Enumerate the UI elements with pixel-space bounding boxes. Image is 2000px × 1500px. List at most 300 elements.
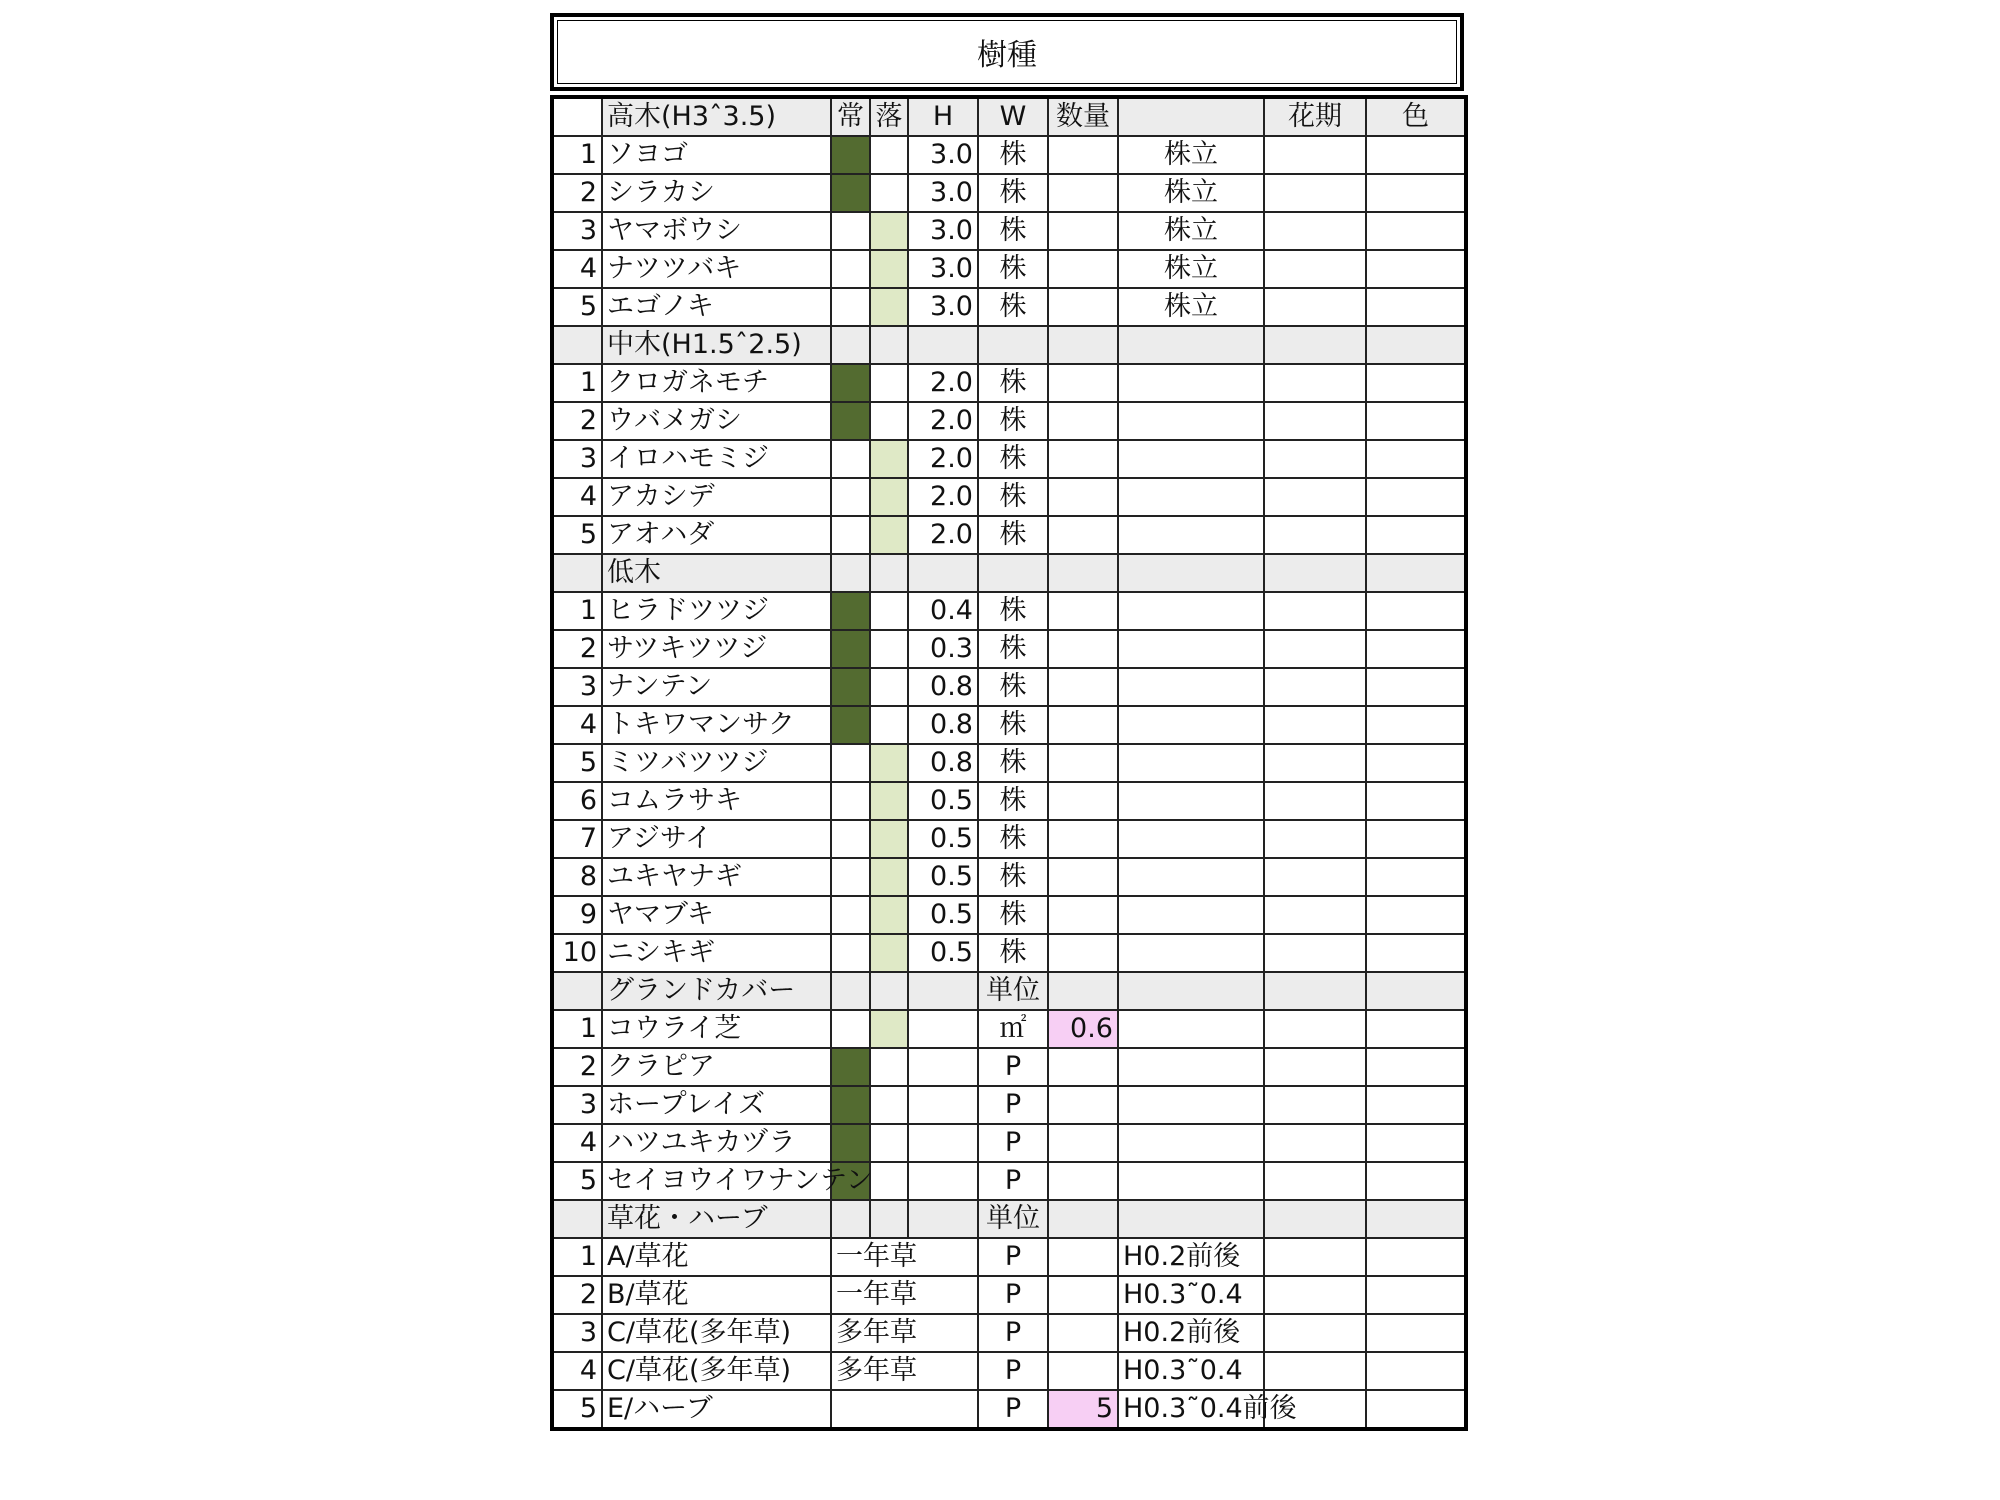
bloom-value bbox=[1264, 516, 1366, 554]
deciduous-marker-cell bbox=[870, 744, 908, 782]
row-number: 5 bbox=[552, 516, 602, 554]
bloom-value bbox=[1264, 364, 1366, 402]
section-cell bbox=[1366, 972, 1466, 1010]
plant-name-text: ハツユキカヅラ bbox=[607, 1127, 796, 1158]
section-title: 草花・ハーブ bbox=[602, 1200, 831, 1238]
row-number: 1 bbox=[552, 364, 602, 402]
note-value bbox=[1118, 934, 1264, 972]
plant-name: ヒラドツツジ bbox=[602, 592, 831, 630]
note-value: H0.2前後 bbox=[1118, 1314, 1264, 1352]
evergreen-marker-cell bbox=[831, 1086, 870, 1124]
plant-name-text: ホープレイズ bbox=[607, 1089, 765, 1120]
evergreen-marker-cell bbox=[831, 782, 870, 820]
header-color: 色 bbox=[1366, 97, 1466, 136]
deciduous-marker-cell bbox=[870, 440, 908, 478]
quantity-value bbox=[1048, 1276, 1118, 1314]
row-number: 2 bbox=[552, 174, 602, 212]
row-number: 5 bbox=[552, 288, 602, 326]
bloom-value bbox=[1264, 402, 1366, 440]
plant-name-text: クラピア bbox=[607, 1051, 715, 1082]
height-value: 2.0 bbox=[908, 516, 978, 554]
color-value bbox=[1366, 782, 1466, 820]
width-value: 株 bbox=[978, 136, 1048, 174]
deciduous-marker-cell bbox=[870, 250, 908, 288]
note-value bbox=[1118, 820, 1264, 858]
height-value bbox=[908, 1124, 978, 1162]
quantity-value bbox=[1048, 1238, 1118, 1276]
evergreen-marker-cell bbox=[831, 250, 870, 288]
bloom-value bbox=[1264, 858, 1366, 896]
color-value bbox=[1366, 250, 1466, 288]
height-value: 0.8 bbox=[908, 668, 978, 706]
deciduous-marker-cell bbox=[870, 782, 908, 820]
section-cell bbox=[908, 972, 978, 1010]
plant-name: アジサイ bbox=[602, 820, 831, 858]
note-value: H0.3˜0.4 bbox=[1118, 1352, 1264, 1390]
evergreen-marker-cell bbox=[831, 440, 870, 478]
bloom-value bbox=[1264, 630, 1366, 668]
evergreen-marker-cell bbox=[831, 896, 870, 934]
deciduous-marker-cell bbox=[870, 516, 908, 554]
quantity-value bbox=[1048, 782, 1118, 820]
height-value: 0.4 bbox=[908, 592, 978, 630]
color-value bbox=[1366, 1390, 1466, 1429]
width-value: 株 bbox=[978, 212, 1048, 250]
note-value bbox=[1118, 592, 1264, 630]
row-number: 9 bbox=[552, 896, 602, 934]
color-value bbox=[1366, 668, 1466, 706]
header-note bbox=[1118, 97, 1264, 136]
quantity-value bbox=[1048, 934, 1118, 972]
quantity-value bbox=[1048, 1314, 1118, 1352]
color-value bbox=[1366, 1276, 1466, 1314]
title-text: 樹種 bbox=[977, 38, 1037, 73]
unit-value: ㎡ bbox=[978, 1010, 1048, 1048]
color-value bbox=[1366, 1238, 1466, 1276]
quantity-value bbox=[1048, 174, 1118, 212]
note-value: 株立 bbox=[1118, 174, 1264, 212]
section-cell bbox=[831, 554, 870, 592]
unit-value: P bbox=[978, 1314, 1048, 1352]
section-mid-trees bbox=[552, 326, 1466, 364]
color-value bbox=[1366, 592, 1466, 630]
section-cell bbox=[831, 326, 870, 364]
color-value bbox=[1366, 516, 1466, 554]
deciduous-marker-cell bbox=[870, 288, 908, 326]
row-number: 4 bbox=[552, 1352, 602, 1390]
table-row bbox=[552, 896, 1466, 934]
row-number: 4 bbox=[552, 706, 602, 744]
unit-value: P bbox=[978, 1276, 1048, 1314]
deciduous-marker-cell bbox=[870, 668, 908, 706]
header-evergreen: 常 bbox=[831, 97, 870, 136]
deciduous-marker-cell bbox=[870, 1048, 908, 1086]
unit-value: P bbox=[978, 1162, 1048, 1200]
section-no-cell bbox=[552, 972, 602, 1010]
plant-name: アオハダ bbox=[602, 516, 831, 554]
deciduous-marker-cell bbox=[870, 1086, 908, 1124]
unit-value: P bbox=[978, 1352, 1048, 1390]
row-number: 3 bbox=[552, 212, 602, 250]
plant-kind: 一年草 bbox=[831, 1276, 978, 1314]
row-number: 5 bbox=[552, 744, 602, 782]
plant-name: ナンテン bbox=[602, 668, 831, 706]
plant-name: B/草花 bbox=[602, 1276, 831, 1314]
row-number: 6 bbox=[552, 782, 602, 820]
table-row bbox=[552, 402, 1466, 440]
note-value bbox=[1118, 1048, 1264, 1086]
bloom-value bbox=[1264, 782, 1366, 820]
plant-name: イロハモミジ bbox=[602, 440, 831, 478]
table-row bbox=[552, 174, 1466, 212]
deciduous-marker-cell bbox=[870, 1162, 908, 1200]
plant-name bbox=[602, 1086, 831, 1124]
section-cell bbox=[1366, 1200, 1466, 1238]
height-value bbox=[908, 1010, 978, 1048]
plant-name: ミツバツツジ bbox=[602, 744, 831, 782]
plant-name: コムラサキ bbox=[602, 782, 831, 820]
unit-value: P bbox=[978, 1390, 1048, 1429]
deciduous-marker-cell bbox=[870, 212, 908, 250]
table-row bbox=[552, 706, 1466, 744]
width-value: 株 bbox=[978, 668, 1048, 706]
color-value bbox=[1366, 1162, 1466, 1200]
quantity-value bbox=[1048, 744, 1118, 782]
height-value: 3.0 bbox=[908, 250, 978, 288]
row-number: 5 bbox=[552, 1162, 602, 1200]
plant-name-text: セイヨウイワナンテン bbox=[607, 1165, 873, 1196]
width-value: 株 bbox=[978, 402, 1048, 440]
bloom-value bbox=[1264, 1124, 1366, 1162]
header-no-cell bbox=[552, 97, 602, 136]
width-value: 株 bbox=[978, 516, 1048, 554]
row-number: 4 bbox=[552, 478, 602, 516]
note-value: H0.2前後 bbox=[1118, 1238, 1264, 1276]
quantity-value bbox=[1048, 1162, 1118, 1200]
color-value bbox=[1366, 896, 1466, 934]
height-value: 3.0 bbox=[908, 174, 978, 212]
plant-name: トキワマンサク bbox=[602, 706, 831, 744]
note-value bbox=[1118, 706, 1264, 744]
bloom-value bbox=[1264, 706, 1366, 744]
color-value bbox=[1366, 1010, 1466, 1048]
bloom-value bbox=[1264, 478, 1366, 516]
quantity-value bbox=[1048, 668, 1118, 706]
plant-name: クロガネモチ bbox=[602, 364, 831, 402]
section-cell bbox=[978, 326, 1048, 364]
section-no-cell bbox=[552, 554, 602, 592]
width-value: 株 bbox=[978, 288, 1048, 326]
evergreen-marker-cell bbox=[831, 1048, 870, 1086]
row-number: 2 bbox=[552, 1048, 602, 1086]
deciduous-marker-cell bbox=[870, 1010, 908, 1048]
row-number: 8 bbox=[552, 858, 602, 896]
section-cell bbox=[908, 326, 978, 364]
table-row bbox=[552, 516, 1466, 554]
table-row bbox=[552, 1276, 1466, 1314]
note-value bbox=[1118, 1124, 1264, 1162]
quantity-value bbox=[1048, 858, 1118, 896]
unit-value: P bbox=[978, 1124, 1048, 1162]
height-value: 0.5 bbox=[908, 820, 978, 858]
deciduous-marker-cell bbox=[870, 1124, 908, 1162]
deciduous-marker-cell bbox=[870, 630, 908, 668]
row-number: 1 bbox=[552, 136, 602, 174]
section-cell bbox=[1264, 972, 1366, 1010]
note-value bbox=[1118, 478, 1264, 516]
color-value bbox=[1366, 706, 1466, 744]
height-value: 0.5 bbox=[908, 782, 978, 820]
section-cell bbox=[870, 326, 908, 364]
note-value: 株立 bbox=[1118, 250, 1264, 288]
row-number: 7 bbox=[552, 820, 602, 858]
deciduous-marker-cell bbox=[870, 478, 908, 516]
height-value: 0.5 bbox=[908, 896, 978, 934]
header-bloom: 花期 bbox=[1264, 97, 1366, 136]
width-value: 株 bbox=[978, 478, 1048, 516]
bloom-value bbox=[1264, 668, 1366, 706]
note-value: 株立 bbox=[1118, 212, 1264, 250]
bloom-value bbox=[1264, 288, 1366, 326]
section-cell bbox=[870, 1200, 908, 1238]
row-number: 3 bbox=[552, 668, 602, 706]
section-unit-label: 単位 bbox=[978, 1200, 1048, 1238]
plant-name: E/ハーブ bbox=[602, 1390, 831, 1429]
evergreen-marker-cell bbox=[831, 744, 870, 782]
bloom-value bbox=[1264, 896, 1366, 934]
section-cell bbox=[908, 1200, 978, 1238]
plant-name: ソヨゴ bbox=[602, 136, 831, 174]
section-cell bbox=[1366, 554, 1466, 592]
table-row bbox=[552, 250, 1466, 288]
evergreen-marker-cell bbox=[831, 212, 870, 250]
note-value bbox=[1118, 402, 1264, 440]
note-value: H0.3˜0.4 bbox=[1118, 1276, 1264, 1314]
width-value: 株 bbox=[978, 592, 1048, 630]
deciduous-marker-cell bbox=[870, 934, 908, 972]
section-cell bbox=[870, 554, 908, 592]
section-title: グランドカバー bbox=[602, 972, 831, 1010]
table-row bbox=[552, 136, 1466, 174]
deciduous-marker-cell bbox=[870, 858, 908, 896]
deciduous-marker-cell bbox=[870, 402, 908, 440]
note-value bbox=[1118, 896, 1264, 934]
height-value: 0.5 bbox=[908, 934, 978, 972]
bloom-value bbox=[1264, 1086, 1366, 1124]
evergreen-marker-cell bbox=[831, 630, 870, 668]
section-cell bbox=[1048, 972, 1118, 1010]
evergreen-marker-cell bbox=[831, 668, 870, 706]
evergreen-marker-cell bbox=[831, 1124, 870, 1162]
table-row bbox=[552, 1162, 1466, 1200]
quantity-value bbox=[1048, 896, 1118, 934]
deciduous-marker-cell bbox=[870, 896, 908, 934]
table-row bbox=[552, 1086, 1466, 1124]
bloom-value bbox=[1264, 1276, 1366, 1314]
color-value bbox=[1366, 136, 1466, 174]
quantity-value bbox=[1048, 212, 1118, 250]
quantity-value bbox=[1048, 250, 1118, 288]
section-cell bbox=[831, 1200, 870, 1238]
height-value: 2.0 bbox=[908, 440, 978, 478]
bloom-value bbox=[1264, 250, 1366, 288]
width-value: 株 bbox=[978, 744, 1048, 782]
plant-table bbox=[550, 95, 1468, 1431]
evergreen-marker-cell bbox=[831, 478, 870, 516]
row-number: 4 bbox=[552, 250, 602, 288]
section-cell bbox=[978, 554, 1048, 592]
quantity-value: 0.6 bbox=[1048, 1010, 1118, 1048]
plant-name: ウバメガシ bbox=[602, 402, 831, 440]
header-tall-trees: 高木(H3ˆ3.5) bbox=[602, 97, 831, 136]
evergreen-marker-cell bbox=[831, 516, 870, 554]
height-value bbox=[908, 1086, 978, 1124]
evergreen-marker-cell bbox=[831, 820, 870, 858]
section-cell bbox=[1118, 554, 1264, 592]
table-row bbox=[552, 1390, 1466, 1429]
section-title: 低木 bbox=[602, 554, 831, 592]
bloom-value bbox=[1264, 1352, 1366, 1390]
plant-name: エゴノキ bbox=[602, 288, 831, 326]
note-value: 株立 bbox=[1118, 136, 1264, 174]
quantity-value bbox=[1048, 706, 1118, 744]
width-value: 株 bbox=[978, 630, 1048, 668]
plant-name: C/草花(多年草) bbox=[602, 1314, 831, 1352]
table-row bbox=[552, 1238, 1466, 1276]
height-value: 0.8 bbox=[908, 744, 978, 782]
quantity-value bbox=[1048, 478, 1118, 516]
plant-name: ニシキギ bbox=[602, 934, 831, 972]
section-title: 中木(H1.5ˆ2.5) bbox=[602, 326, 831, 364]
header-row bbox=[552, 97, 1466, 136]
bloom-value bbox=[1264, 744, 1366, 782]
evergreen-marker-cell bbox=[831, 136, 870, 174]
width-value: 株 bbox=[978, 934, 1048, 972]
width-value: 株 bbox=[978, 706, 1048, 744]
section-no-cell bbox=[552, 326, 602, 364]
plant-name: サツキツツジ bbox=[602, 630, 831, 668]
section-flowers-herbs bbox=[552, 1200, 1466, 1238]
table-row bbox=[552, 364, 1466, 402]
section-cell bbox=[1264, 554, 1366, 592]
evergreen-marker-cell bbox=[831, 706, 870, 744]
width-value: 株 bbox=[978, 896, 1048, 934]
height-value: 3.0 bbox=[908, 136, 978, 174]
height-value: 3.0 bbox=[908, 288, 978, 326]
row-number: 1 bbox=[552, 1010, 602, 1048]
note-value: 株立 bbox=[1118, 288, 1264, 326]
table-row bbox=[552, 782, 1466, 820]
table-row bbox=[552, 288, 1466, 326]
width-value: 株 bbox=[978, 820, 1048, 858]
bloom-value bbox=[1264, 212, 1366, 250]
unit-value: P bbox=[978, 1048, 1048, 1086]
table-row bbox=[552, 1010, 1466, 1048]
color-value bbox=[1366, 174, 1466, 212]
section-cell bbox=[870, 972, 908, 1010]
sheet-title bbox=[550, 13, 1464, 91]
row-number: 5 bbox=[552, 1390, 602, 1429]
table-row bbox=[552, 592, 1466, 630]
table-row bbox=[552, 1048, 1466, 1086]
bloom-value bbox=[1264, 136, 1366, 174]
row-number: 2 bbox=[552, 630, 602, 668]
table-row bbox=[552, 934, 1466, 972]
evergreen-marker-cell bbox=[831, 288, 870, 326]
bloom-value bbox=[1264, 440, 1366, 478]
row-number: 3 bbox=[552, 1314, 602, 1352]
header-deciduous: 落 bbox=[870, 97, 908, 136]
row-number: 1 bbox=[552, 592, 602, 630]
quantity-value bbox=[1048, 630, 1118, 668]
section-cell bbox=[1118, 326, 1264, 364]
quantity-value bbox=[1048, 1086, 1118, 1124]
table-row bbox=[552, 858, 1466, 896]
color-value bbox=[1366, 364, 1466, 402]
color-value bbox=[1366, 1314, 1466, 1352]
section-cell bbox=[1264, 1200, 1366, 1238]
bloom-value bbox=[1264, 1162, 1366, 1200]
plant-name: A/草花 bbox=[602, 1238, 831, 1276]
height-value: 0.3 bbox=[908, 630, 978, 668]
color-value bbox=[1366, 1352, 1466, 1390]
evergreen-marker-cell bbox=[831, 174, 870, 212]
color-value bbox=[1366, 858, 1466, 896]
plant-name bbox=[602, 1010, 831, 1048]
quantity-value bbox=[1048, 1352, 1118, 1390]
bloom-value bbox=[1264, 1048, 1366, 1086]
section-cell bbox=[1118, 972, 1264, 1010]
evergreen-marker-cell bbox=[831, 934, 870, 972]
deciduous-marker-cell bbox=[870, 820, 908, 858]
height-value: 2.0 bbox=[908, 402, 978, 440]
plant-name: ユキヤナギ bbox=[602, 858, 831, 896]
table-row bbox=[552, 820, 1466, 858]
height-value: 3.0 bbox=[908, 212, 978, 250]
table-row bbox=[552, 630, 1466, 668]
bloom-value bbox=[1264, 1010, 1366, 1048]
note-value bbox=[1118, 440, 1264, 478]
header-w: W bbox=[978, 97, 1048, 136]
width-value: 株 bbox=[978, 440, 1048, 478]
section-cell bbox=[1048, 1200, 1118, 1238]
deciduous-marker-cell bbox=[870, 592, 908, 630]
height-value bbox=[908, 1048, 978, 1086]
table-row bbox=[552, 668, 1466, 706]
plant-name: ナツツバキ bbox=[602, 250, 831, 288]
color-value bbox=[1366, 402, 1466, 440]
quantity-value bbox=[1048, 288, 1118, 326]
note-value bbox=[1118, 782, 1264, 820]
quantity-value bbox=[1048, 364, 1118, 402]
table-row bbox=[552, 1352, 1466, 1390]
table-row bbox=[552, 1314, 1466, 1352]
row-number: 2 bbox=[552, 1276, 602, 1314]
color-value bbox=[1366, 1086, 1466, 1124]
evergreen-marker-cell bbox=[831, 402, 870, 440]
row-number: 4 bbox=[552, 1124, 602, 1162]
color-value bbox=[1366, 630, 1466, 668]
plant-name: ヤマボウシ bbox=[602, 212, 831, 250]
table-row bbox=[552, 478, 1466, 516]
plant-kind: 一年草 bbox=[831, 1238, 978, 1276]
color-value bbox=[1366, 478, 1466, 516]
plant-name: シラカシ bbox=[602, 174, 831, 212]
color-value bbox=[1366, 1048, 1466, 1086]
bloom-value bbox=[1264, 934, 1366, 972]
plant-kind bbox=[831, 1390, 978, 1429]
evergreen-marker-cell bbox=[831, 592, 870, 630]
